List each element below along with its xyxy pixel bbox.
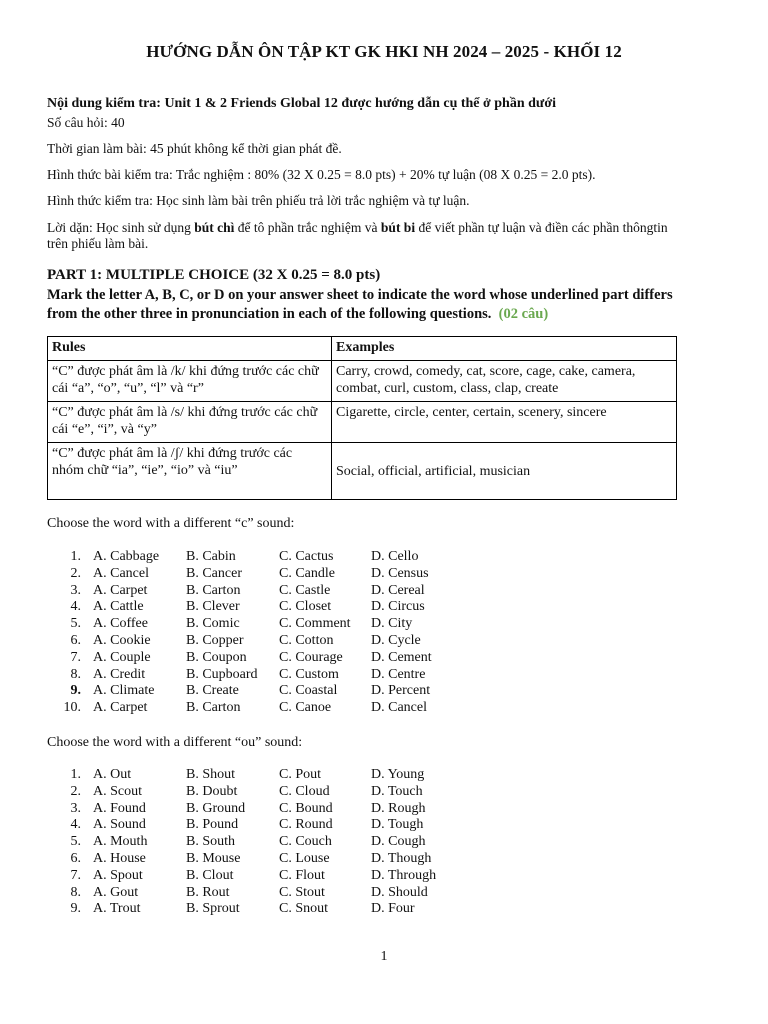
- document-title: HƯỚNG DẪN ÔN TẬP KT GK HKI NH 2024 – 2025 - KHỐI 12: [146, 42, 622, 61]
- rule-cell: “C” được phát âm là /s/ khi đứng trước các chữ cái “e”, “i”, và “y”: [48, 402, 332, 443]
- rule-cell: “C” được phát âm là /ʃ/ khi đứng trước các nhóm chữ “ia”, “ie”, “io” và “iu”: [48, 443, 332, 500]
- c-sound-prompt: Choose the word with a different “c” sound:: [47, 516, 295, 531]
- question-count: (02 câu): [498, 306, 549, 322]
- pencil-emphasis: bút chì: [194, 220, 235, 235]
- ou-sound-prompt: Choose the word with a different “ou” sound:: [47, 735, 303, 750]
- pen-emphasis: bút bi: [380, 220, 416, 235]
- format-line: Hình thức bài kiểm tra: Trắc nghiệm : 80% (32 X 0.25 = 8.0 pts) + 20% tự luận (08 X 0.25 = 2.0 pts).: [47, 167, 596, 182]
- num-questions-line: Số câu hỏi: 40: [47, 115, 125, 130]
- part1-heading: PART 1: MULTIPLE CHOICE (32 X 0.25 = 8.0 pts): [47, 267, 381, 283]
- table-header-examples: Examples: [332, 337, 677, 361]
- time-line: Thời gian làm bài: 45 phút không kể thời gian phát đề.: [47, 141, 342, 156]
- table-row: [48, 443, 677, 500]
- table-header-rules: Rules: [48, 337, 332, 361]
- examples-cell: Carry, crowd, comedy, cat, score, cage, cake, camera, combat, curl, custom, class, clap, create: [332, 361, 677, 402]
- content-line: Nội dung kiểm tra: Unit 1 & 2 Friends Global 12 được hướng dẫn cụ thể ở phần dưới: [47, 96, 556, 111]
- part1-instruction: Mark the letter A, B, C, or D on your answer sheet to indicate the word whose underlined part differs: [47, 287, 673, 303]
- rule-cell: “C” được phát âm là /k/ khi đứng trước các chữ cái “a”, “o”, “u”, “l” và “r”: [48, 361, 332, 402]
- advice-line-2: trên phiếu làm bài.: [47, 236, 149, 251]
- part1-instruction-2: from the other three in pronunciation in each of the following questions. (02 câu): [47, 306, 549, 322]
- table-row: [48, 402, 677, 443]
- table-row: [48, 361, 677, 402]
- document-page: HƯỚNG DẪN ÔN TẬP KT GK HKI NH 2024 – 2025 - KHỐI 12 Nội dung kiểm tra: Unit 1 & 2 Friends Global 12 được hướng dẫn cụ thể ở phần dưới Số câu hỏi: 40 Thời gian làm bài: 45 phút không kể thời gian phát đề. Hình thức bài kiểm tra: Trắc nghiệm : 80% (32 X 0.25 = 8.0 pts) + 20% tự luận (08 X 0.25 = 2.0 pts). Hình thức kiểm tra: Học sinh làm bài trên phiếu trả lời trắc nghiệm và tự luận. Lời dặn: Học sinh sử dụng bút chì để tô phần trắc nghiệm và bút bi để viết phần tự luận và điền các phần thôngtin trên phiếu làm bài. PART 1: MULTIPLE CHOICE (32 X 0.25 = 8.0 pts) Mark the letter A, B, C, or D on your answer sheet to indicate the word whose underlined part differs from the other three in pronunciation in each of the following questions. (02 câu) Rules Examples “C” được phát âm là /k/ khi đứng trước các chữ cái “a”, “o”, “u”, “l” và “r” Carry, crowd, comedy, cat, score, cage, cake, camera, combat, curl, custom, class, clap, create “C” được phát âm là /s/ khi đứng trước các chữ cái “e”, “i”, và “y” Cigarette, circle, center, certain, scenery, sincere “C” được phát âm là /ʃ/ khi đứng trước các nhóm chữ “ia”, “ie”, “io” và “iu” Social, official, artificial, musician Choose the word with a different “c” sound: 1. A. Cabbage B. Cabin C. Cactus D. Cello 2. A. Cancel B. Cancer C. Candle D. Census 3. A. Carpet B. Carton C. Castle D. Cereal 4. A. Cattle B. Clever C. Closet D. Circus 5. A. Coffee B. Comic C. Comment D. City 6. A. Cookie B. Copper C. Cotton D. Cycle 7. A. Couple B. Coupon C. Courage D. Cement 8. A. Credit B. Cupboard C. Custom D. Centre 9. A. Climate B. Create C. Coastal D. Percent 10. A. Carpet B. Carton C. Canoe D. Cancel Choose the word with a different “ou” sound: 1. A. Out B. Shout C. Pout D. Young 2. A. Scout B. Doubt C. Cloud D. Touch 3. A. Found B. Ground C. Bound D. Rough 4. A. Sound B. Pound C. Round D. Tough 5. A. Mouth B. South C. Couch D. Cough 6. A. House B. Mouse C. Louse D. Though 7. A. Spout B. Clout C. Flout D. Through 8. A. Gout B. Rout C. Stout D. Should 9. A. Trout B. Sprout C. Snout D. Four 1: [0, 0, 768, 1024]
- examples-cell: Cigarette, circle, center, certain, scenery, sincere: [332, 402, 677, 443]
- method-line: Hình thức kiểm tra: Học sinh làm bài trên phiếu trả lời trắc nghiệm và tự luận.: [47, 193, 470, 208]
- pronunciation-rules-table: [47, 336, 677, 500]
- advice-line: Lời dặn: Học sinh sử dụng bút chì để tô phần trắc nghiệm và bút bi để viết phần tự luận và điền các phần thôngtin: [47, 220, 668, 235]
- page-number: 1: [380, 949, 388, 964]
- examples-cell: Social, official, artificial, musician: [332, 443, 677, 500]
- table-header-row: [48, 337, 677, 361]
